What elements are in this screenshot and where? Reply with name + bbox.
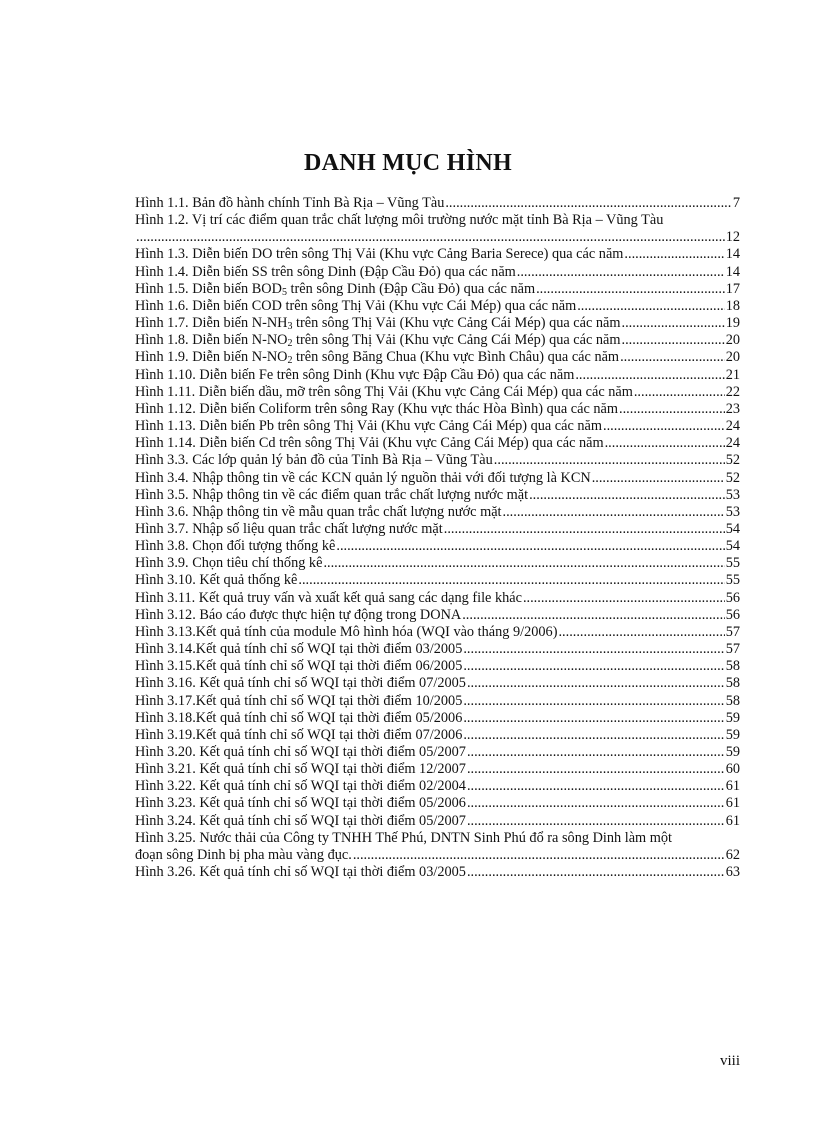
toc-entry-text-part: Hình 1.7. Diễn biến N-NH (135, 315, 288, 332)
toc-entry-text: đoạn sông Dinh bị pha màu vàng đục. (135, 846, 352, 863)
dot-leader (517, 264, 725, 281)
toc-entry[interactable] (135, 761, 740, 778)
toc-entry[interactable] (135, 590, 740, 607)
toc-entry[interactable] (135, 367, 740, 384)
toc-entry-text: Hình 1.11. Diễn biến dầu, mỡ trên sông Thị Vải (Khu vực Cảng Cái Mép) qua các năm (135, 383, 633, 400)
toc-entry[interactable] (135, 452, 740, 469)
dot-leader (634, 384, 725, 401)
toc-entry[interactable] (135, 470, 740, 487)
toc-entry-page: 54 (725, 520, 740, 537)
figure-list (135, 195, 740, 881)
dot-leader (577, 298, 725, 315)
dot-leader (529, 487, 725, 504)
toc-entry-text: Hình 3.23. Kết quả tính chỉ số WQI tại thời điểm 05/2006 (135, 795, 466, 812)
toc-entry-text: Hình 1.14. Diễn biến Cd trên sông Thị Vải (Khu vực Cảng Cái Mép) qua các năm (135, 435, 604, 452)
toc-entry-page: 20 (725, 332, 740, 349)
toc-entry[interactable] (135, 847, 740, 864)
dot-leader (467, 813, 725, 830)
toc-entry-text: Hình 3.20. Kết quả tính chỉ số WQI tại thời điểm 05/2007 (135, 744, 466, 760)
toc-entry-page: 61 (725, 812, 740, 829)
toc-entry[interactable] (135, 744, 740, 761)
toc-entry[interactable] (135, 624, 740, 641)
toc-entry[interactable] (135, 401, 740, 418)
toc-entry-page: 57 (725, 641, 740, 658)
dot-leader (462, 607, 724, 624)
dot-leader (575, 367, 724, 384)
toc-entry[interactable] (135, 538, 740, 555)
toc-entry-text-part: Hình 1.8. Diễn biến N-NO (135, 332, 288, 349)
dot-leader (620, 349, 725, 366)
toc-entry-text: Hình 1.3. Diễn biến DO trên sông Thị Vải (Khu vực Cảng Baria Serece) qua các năm (135, 246, 624, 263)
toc-entry-text: Hình 3.14.Kết quả tính chỉ số WQI tại thời điểm 03/2005 (135, 641, 463, 658)
toc-entry-text: Hình 3.22. Kết quả tính chỉ số WQI tại thời điểm 02/2004 (135, 778, 466, 795)
toc-entry-page: 56 (725, 606, 740, 623)
toc-entry-text-part: trên sông Thị Vải (Khu vực Cảng Cái Mép) qua các năm (292, 315, 621, 332)
toc-entry-text: Hình 1.1. Bản đồ hành chính Tỉnh Bà Rịa – Vũng Tàu (135, 195, 445, 211)
toc-entry-text: Hình 3.12. Báo cáo được thực hiện tự động trong DONA (135, 606, 462, 623)
dot-leader (467, 744, 725, 761)
toc-entry-text: Hình 3.10. Kết quả thống kê (135, 572, 298, 589)
dot-leader (136, 229, 725, 246)
toc-entry-text: Hình 1.13. Diễn biến Pb trên sông Thị Vải (Khu vực Cảng Cái Mép) qua các năm (135, 418, 603, 435)
dot-leader (592, 470, 725, 487)
toc-entry[interactable] (135, 521, 740, 538)
toc-entry[interactable] (135, 795, 740, 812)
toc-entry-page: 20 (725, 349, 740, 366)
toc-entry-page: 62 (725, 846, 740, 863)
toc-entry-text: Hình 1.6. Diễn biến COD trên sông Thị Vải (Khu vực Cái Mép) qua các năm (135, 297, 577, 314)
toc-entry[interactable] (135, 693, 740, 710)
dot-leader (622, 315, 725, 332)
page-title: DANH MỤC HÌNH (304, 150, 512, 176)
toc-entry[interactable] (135, 864, 740, 881)
toc-entry[interactable] (135, 487, 740, 504)
dot-leader (444, 521, 725, 538)
toc-entry-line: Hình 3.25. Nước thải của Công ty TNHH Thế Phú, DNTN Sinh Phú đổ ra sông Dinh làm một (135, 829, 672, 846)
toc-entry-page: 12 (725, 229, 740, 246)
toc-entry-text: Hình 1.10. Diễn biến Fe trên sông Dinh (Khu vực Đập Cầu Đỏ) qua các năm (135, 366, 575, 383)
toc-entry-page: 55 (725, 555, 740, 572)
toc-entry[interactable] (135, 504, 740, 521)
toc-entry-line: Hình 1.2. Vị trí các điểm quan trắc chất lượng môi trường nước mặt tỉnh Bà Rịa – Vũng Tàu (135, 212, 664, 229)
toc-entry-page: 53 (725, 503, 740, 520)
toc-entry-page: 58 (725, 658, 740, 675)
toc-entry-text: Hình 3.13.Kết quả tính của module Mô hình hóa (WQI vào tháng 9/2006) (135, 623, 558, 640)
dot-leader (323, 555, 724, 572)
toc-entry-page: 22 (725, 383, 740, 400)
toc-entry-text: Hình 3.11. Kết quả truy vấn và xuất kết quả sang các dạng file khác (135, 589, 522, 606)
toc-entry-page: 14 (725, 246, 740, 263)
toc-entry-text (135, 315, 621, 332)
toc-entry-page: 23 (725, 400, 740, 417)
toc-entry[interactable] (135, 607, 740, 624)
toc-entry[interactable] (135, 710, 740, 727)
toc-entry-text: Hình 3.24. Kết quả tính chỉ số WQI tại thời điểm 05/2007 (135, 812, 466, 829)
toc-entry-page: 54 (725, 538, 740, 555)
dot-leader (624, 246, 724, 263)
toc-entry-text-part: Hình 1.9. Diễn biến N-NO (135, 349, 288, 366)
toc-entry-text: Hình 3.5. Nhập thông tin về các điểm quan trắc chất lượng nước mặt (135, 486, 529, 503)
toc-entry-text: Hình 3.4. Nhập thông tin về các KCN quản lý nguồn thải với đối tượng là KCN (135, 469, 591, 486)
toc-entry-text: Hình 3.17.Kết quả tính chỉ số WQI tại thời điểm 10/2005 (135, 692, 463, 709)
toc-entry-page: 59 (725, 744, 740, 760)
toc-entry-text-part: trên sông Băng Chua (Khu vực Bình Châu) qua các năm (292, 349, 620, 366)
toc-entry[interactable] (135, 813, 740, 830)
toc-entry-text: Hình 3.18.Kết quả tính chỉ số WQI tại thời điểm 05/2006 (135, 709, 463, 726)
dot-leader (467, 778, 725, 795)
toc-entry-page: 17 (725, 280, 740, 297)
toc-entry[interactable] (135, 675, 740, 692)
toc-entry-text: Hình 3.21. Kết quả tính chỉ số WQI tại thời điểm 12/2007 (135, 761, 466, 778)
dot-leader (523, 590, 725, 607)
subscript: 5 (281, 286, 287, 298)
toc-entry-text: Hình 3.9. Chọn tiêu chí thống kê (135, 555, 323, 572)
toc-entry-text: Hình 3.15.Kết quả tính chỉ số WQI tại thời điểm 06/2005 (135, 658, 463, 675)
toc-entry-page: 59 (725, 709, 740, 726)
toc-entry[interactable] (135, 384, 740, 401)
toc-entry-text: Hình 3.7. Nhập số liệu quan trắc chất lượng nước mặt (135, 520, 443, 537)
toc-entry-page: 24 (725, 418, 740, 435)
toc-entry-page: 19 (725, 315, 740, 332)
dot-leader (622, 332, 725, 349)
dot-leader (536, 281, 725, 298)
toc-entry-page: 57 (725, 623, 740, 640)
toc-entry[interactable] (135, 418, 740, 435)
subscript: 2 (287, 355, 293, 367)
toc-entry[interactable] (135, 332, 740, 349)
dot-leader (467, 864, 725, 881)
toc-entry-text: Hình 3.19.Kết quả tính chỉ số WQI tại thời điểm 07/2006 (135, 726, 463, 743)
toc-entry[interactable] (135, 349, 740, 366)
toc-entry[interactable] (135, 229, 740, 246)
subscript: 2 (287, 338, 293, 350)
dot-leader (463, 641, 724, 658)
toc-entry[interactable] (135, 727, 740, 744)
dot-leader (463, 727, 724, 744)
toc-entry-text: Hình 3.16. Kết quả tính chỉ số WQI tại thời điểm 07/2005 (135, 675, 466, 692)
dot-leader (298, 572, 724, 589)
toc-entry[interactable] (135, 246, 740, 263)
toc-entry-page: 14 (725, 263, 740, 280)
dot-leader (336, 538, 724, 555)
dot-leader (467, 795, 725, 812)
dot-leader (353, 847, 725, 864)
toc-entry-page: 58 (725, 675, 740, 692)
toc-entry-page: 53 (725, 486, 740, 503)
toc-entry-page: 7 (732, 195, 740, 211)
toc-entry[interactable] (135, 572, 740, 589)
dot-leader (603, 418, 725, 435)
toc-entry-text-part: Hình 1.5. Diễn biến BOD (135, 280, 282, 297)
toc-entry-page: 52 (725, 469, 740, 486)
toc-entry-text: Hình 3.26. Kết quả tính chỉ số WQI tại thời điểm 03/2005 (135, 864, 466, 881)
toc-entry-text: Hình 3.8. Chọn đối tượng thống kê (135, 538, 336, 555)
toc-entry-text: Hình 3.3. Các lớp quản lý bản đồ của Tỉnh Bà Rịa – Vũng Tàu (135, 452, 493, 469)
toc-entry-text: Hình 3.6. Nhập thông tin về mẫu quan trắc chất lượng nước mặt (135, 503, 502, 520)
dot-leader (558, 624, 724, 641)
toc-entry-text (135, 332, 621, 349)
dot-leader (463, 710, 724, 727)
toc-entry-text: Hình 1.4. Diễn biến SS trên sông Dinh (Đập Cầu Đỏ) qua các năm (135, 263, 516, 280)
toc-entry-text-part: trên sông Thị Vải (Khu vực Cảng Cái Mép) qua các năm (292, 332, 621, 349)
toc-entry-page: 24 (725, 435, 740, 452)
toc-entry-page: 56 (725, 589, 740, 606)
toc-entry-page: 18 (725, 297, 740, 314)
page-number: viii (719, 1053, 740, 1069)
toc-entry[interactable] (135, 281, 740, 298)
dot-leader (503, 504, 725, 521)
toc-entry[interactable] (135, 195, 740, 212)
dot-leader (467, 675, 725, 692)
toc-entry[interactable] (135, 264, 740, 281)
toc-entry-page: 55 (725, 572, 740, 589)
toc-entry-text (135, 281, 535, 298)
toc-entry-text-part: trên sông Dinh (Đập Cầu Đỏ) qua các năm (286, 280, 536, 297)
dot-leader (445, 195, 731, 212)
toc-entry-page: 60 (725, 761, 740, 778)
dot-leader (467, 761, 725, 778)
toc-entry-page: 52 (725, 452, 740, 469)
toc-entry[interactable] (135, 315, 740, 332)
toc-entry-page: 59 (725, 726, 740, 743)
subscript: 3 (287, 321, 293, 333)
toc-entry[interactable] (135, 435, 740, 452)
toc-entry[interactable] (135, 778, 740, 795)
toc-entry-page: 61 (725, 778, 740, 795)
toc-entry-page: 21 (725, 366, 740, 383)
toc-entry[interactable] (135, 298, 740, 315)
dot-leader (619, 401, 725, 418)
toc-entry-text (135, 349, 619, 366)
toc-entry-text: Hình 1.12. Diễn biến Coliform trên sông Ray (Khu vực thác Hòa Bình) qua các năm (135, 400, 619, 417)
toc-entry-page: 58 (725, 692, 740, 709)
dot-leader (463, 658, 724, 675)
dot-leader (463, 693, 724, 710)
toc-entry-page: 61 (725, 795, 740, 812)
dot-leader (605, 435, 725, 452)
toc-entry-page: 63 (725, 864, 740, 881)
toc-entry[interactable] (135, 555, 740, 572)
toc-entry[interactable] (135, 641, 740, 658)
dot-leader (494, 452, 725, 469)
toc-entry[interactable] (135, 658, 740, 675)
